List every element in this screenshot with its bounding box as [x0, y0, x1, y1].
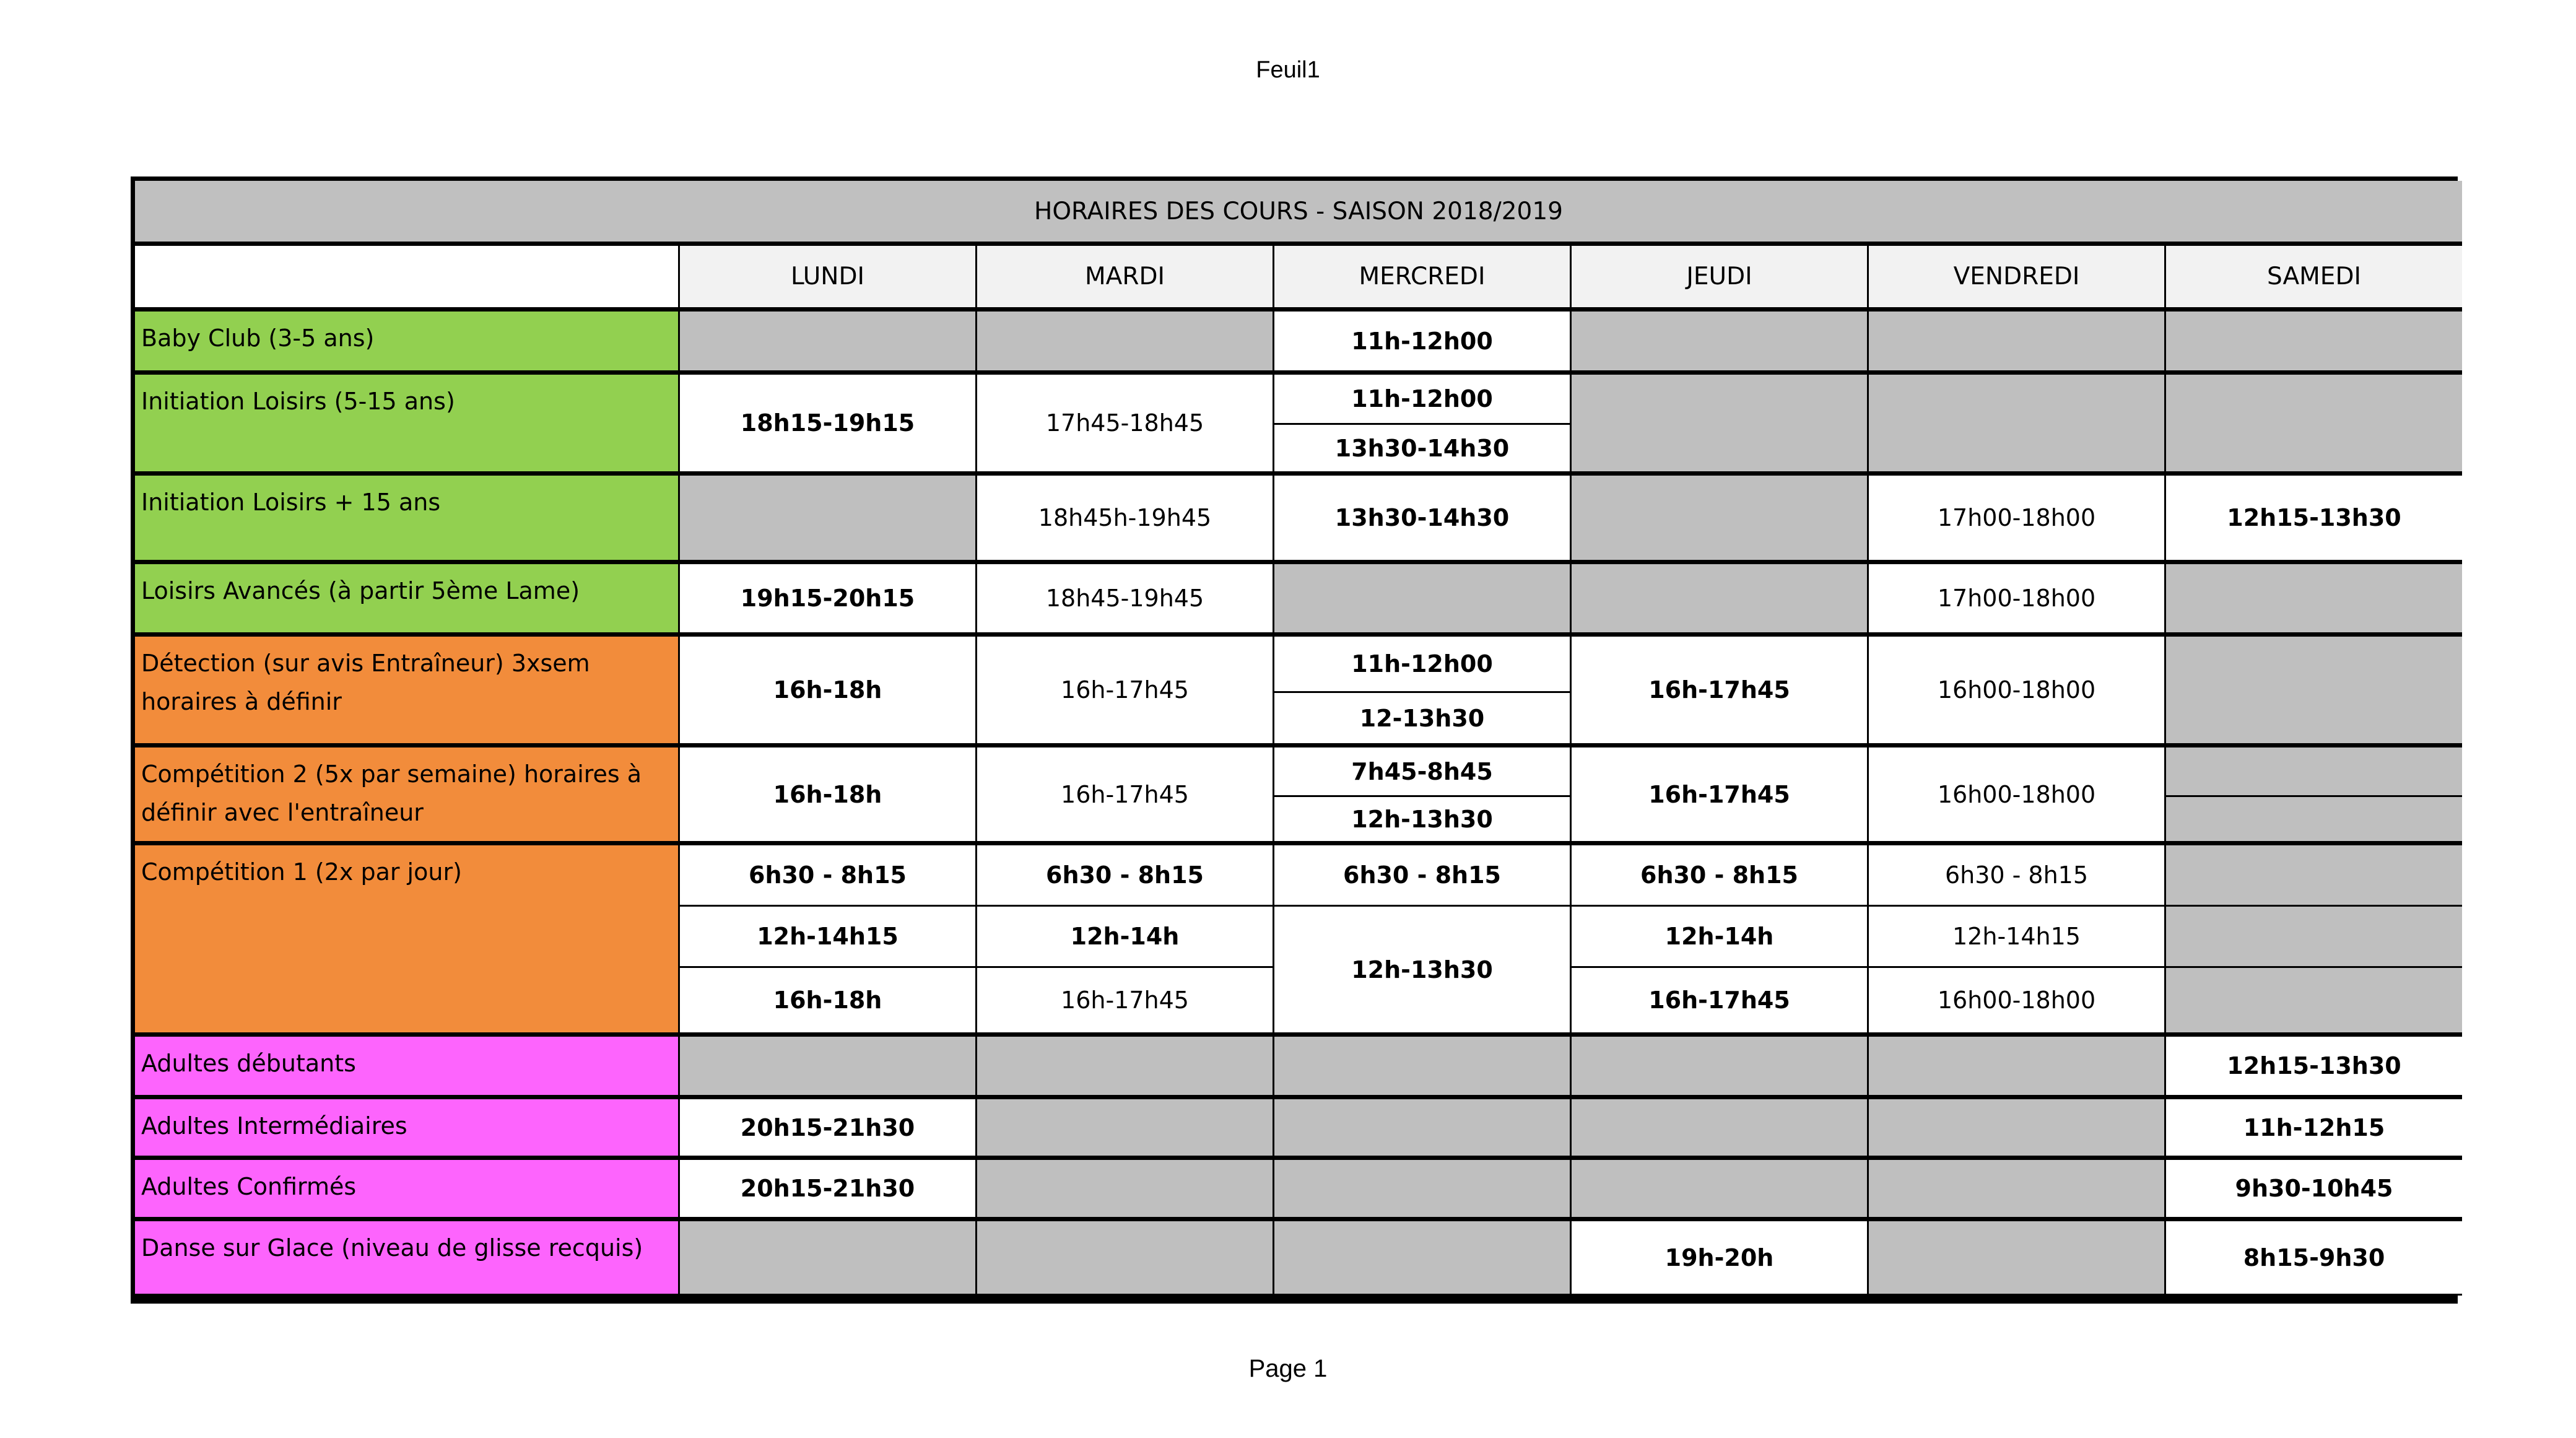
empty-cell [680, 312, 977, 375]
header-day-samedi: SAMEDI [2166, 246, 2462, 312]
time-cell: 19h-20h [1572, 1221, 1869, 1296]
time-cell: 19h15-20h15 [680, 564, 977, 637]
time-cell: 16h-18h [680, 747, 977, 845]
empty-cell [1274, 1037, 1572, 1099]
time-cell: 6h30 - 8h15 [680, 845, 977, 907]
empty-cell [1572, 476, 1869, 564]
empty-cell [2166, 637, 2462, 747]
empty-cell [1572, 375, 1869, 476]
empty-cell [1274, 1099, 1572, 1160]
time-cell: 16h00-18h00 [1869, 637, 2166, 747]
time-cell: 12h-14h15 [680, 907, 977, 968]
time-cell: 18h15-19h15 [680, 375, 977, 476]
time-cell: 12h-13h30 [1274, 907, 1572, 1037]
time-cell: 17h00-18h00 [1869, 564, 2166, 637]
header-day-jeudi: JEUDI [1572, 246, 1869, 312]
empty-cell [977, 1037, 1274, 1099]
empty-cell [1572, 1037, 1869, 1099]
time-cell: 17h45-18h45 [977, 375, 1274, 476]
time-cell: 12h-14h15 [1869, 907, 2166, 968]
time-cell: 6h30 - 8h15 [1572, 845, 1869, 907]
empty-cell [977, 1099, 1274, 1160]
empty-cell [2166, 845, 2462, 907]
time-cell: 16h00-18h00 [1869, 747, 2166, 845]
course-label: Baby Club (3-5 ans) [135, 312, 680, 375]
empty-cell [977, 1221, 1274, 1296]
time-cell: 13h30-14h30 [1274, 476, 1572, 564]
time-cell: 16h-18h [680, 637, 977, 747]
empty-cell [1869, 312, 2166, 375]
schedule-table [131, 176, 2458, 1304]
empty-cell [2166, 747, 2462, 797]
empty-cell [1274, 1221, 1572, 1296]
course-label: Adultes Confirmés [135, 1160, 680, 1221]
empty-cell [1274, 1160, 1572, 1221]
time-cell: 12h-14h [977, 907, 1274, 968]
empty-cell [1572, 1160, 1869, 1221]
time-cell: 16h00-18h00 [1869, 968, 2166, 1037]
empty-cell [680, 1221, 977, 1296]
time-cell: 11h-12h15 [2166, 1099, 2462, 1160]
time-cell: 7h45-8h45 [1274, 747, 1572, 797]
time-cell: 8h15-9h30 [2166, 1221, 2462, 1296]
table-title: HORAIRES DES COURS - SAISON 2018/2019 [135, 181, 2462, 246]
time-cell: 6h30 - 8h15 [1274, 845, 1572, 907]
time-cell: 16h-17h45 [977, 968, 1274, 1037]
time-cell: 16h-17h45 [977, 747, 1274, 845]
time-cell: 9h30-10h45 [2166, 1160, 2462, 1221]
page-number: Page 1 [1248, 1355, 1328, 1382]
time-cell: 12h15-13h30 [2166, 1037, 2462, 1099]
time-cell: 11h-12h00 [1274, 375, 1572, 425]
empty-cell [1572, 564, 1869, 637]
empty-cell [1869, 375, 2166, 476]
time-cell: 11h-12h00 [1274, 637, 1572, 693]
time-cell: 12h-13h30 [1274, 797, 1572, 845]
empty-cell [977, 1160, 1274, 1221]
course-label: Initiation Loisirs + 15 ans [135, 476, 680, 564]
empty-cell [680, 476, 977, 564]
course-label: Compétition 2 (5x par semaine) horaires à définir avec l'entraîneur [135, 747, 680, 845]
empty-cell [2166, 907, 2462, 968]
time-cell: 16h-17h45 [1572, 747, 1869, 845]
empty-cell [2166, 968, 2462, 1037]
time-cell: 16h-18h [680, 968, 977, 1037]
empty-cell [2166, 375, 2462, 476]
time-cell: 16h-17h45 [1572, 637, 1869, 747]
header-day-lundi: LUNDI [680, 246, 977, 312]
sheet-name: Feuil1 [1256, 57, 1320, 83]
empty-cell [977, 312, 1274, 375]
time-cell: 16h-17h45 [1572, 968, 1869, 1037]
empty-cell [2166, 312, 2462, 375]
header-corner [135, 246, 680, 312]
course-label: Détection (sur avis Entraîneur) 3xsem horaires à définir [135, 637, 680, 747]
time-cell: 12h-14h [1572, 907, 1869, 968]
time-cell: 18h45-19h45 [977, 564, 1274, 637]
course-label: Danse sur Glace (niveau de glisse recquis) [135, 1221, 680, 1296]
empty-cell [1869, 1221, 2166, 1296]
empty-cell [2166, 797, 2462, 845]
time-cell: 16h-17h45 [977, 637, 1274, 747]
empty-cell [1274, 564, 1572, 637]
header-day-mardi: MARDI [977, 246, 1274, 312]
empty-cell [1869, 1160, 2166, 1221]
course-label: Initiation Loisirs (5-15 ans) [135, 375, 680, 476]
time-cell: 12-13h30 [1274, 693, 1572, 747]
course-label: Compétition 1 (2x par jour) [135, 845, 680, 1037]
course-label: Adultes débutants [135, 1037, 680, 1099]
empty-cell [1572, 312, 1869, 375]
header-day-mercredi: MERCREDI [1274, 246, 1572, 312]
time-cell: 11h-12h00 [1274, 312, 1572, 375]
time-cell: 18h45h-19h45 [977, 476, 1274, 564]
time-cell: 6h30 - 8h15 [977, 845, 1274, 907]
time-cell: 13h30-14h30 [1274, 425, 1572, 476]
empty-cell [1572, 1099, 1869, 1160]
empty-cell [2166, 564, 2462, 637]
empty-cell [1869, 1099, 2166, 1160]
time-cell: 17h00-18h00 [1869, 476, 2166, 564]
header-day-vendredi: VENDREDI [1869, 246, 2166, 312]
time-cell: 12h15-13h30 [2166, 476, 2462, 564]
time-cell: 6h30 - 8h15 [1869, 845, 2166, 907]
course-label: Adultes Intermédiaires [135, 1099, 680, 1160]
empty-cell [680, 1037, 977, 1099]
empty-cell [1869, 1037, 2166, 1099]
time-cell: 20h15-21h30 [680, 1160, 977, 1221]
time-cell: 20h15-21h30 [680, 1099, 977, 1160]
course-label: Loisirs Avancés (à partir 5ème Lame) [135, 564, 680, 637]
